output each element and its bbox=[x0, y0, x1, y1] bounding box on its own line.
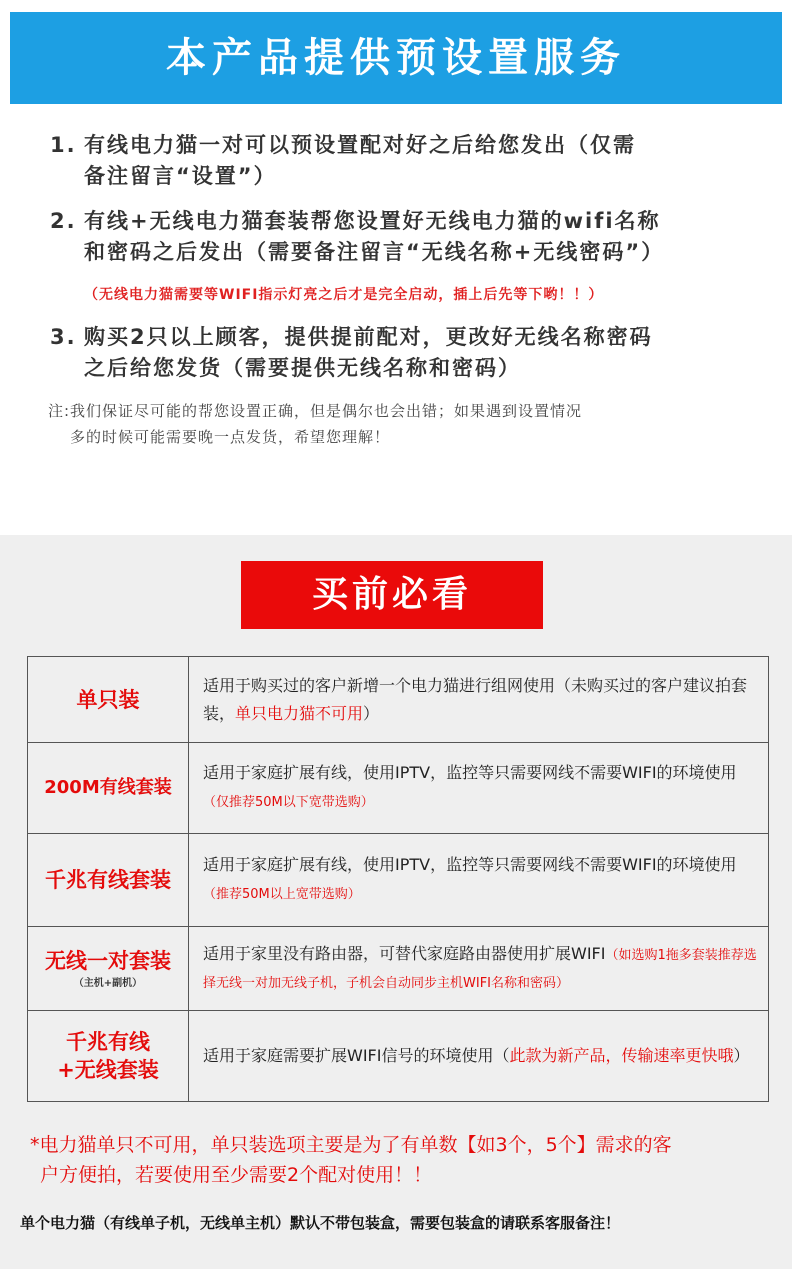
single-unit-warning bbox=[30, 1130, 775, 1190]
table-row bbox=[28, 657, 769, 743]
banner-title: 本产品提供预设置服务 bbox=[10, 12, 782, 104]
desc-text: 适用于家庭扩展有线，使用IPTV，监控等只需要网线不需要WIFI的环境使用 bbox=[203, 763, 737, 782]
note-line: 注:我们保证尽可能的帮您设置正确，但是偶尔也会出错；如果遇到设置情况 bbox=[48, 402, 583, 420]
service-line: 和密码之后发出（需要备注留言“无线名称+无线密码”） bbox=[84, 240, 665, 264]
option-name: 无线一对套装 bbox=[45, 948, 171, 973]
options-table bbox=[27, 656, 769, 1102]
desc-highlight: （仅推荐50M以下宽带选购） bbox=[203, 795, 374, 810]
table-row bbox=[28, 743, 769, 834]
desc-end: ） bbox=[363, 703, 380, 723]
table-row bbox=[28, 834, 769, 927]
table-row bbox=[28, 1011, 769, 1102]
desc-highlight: 单只电力猫不可用 bbox=[235, 703, 364, 723]
option-desc bbox=[189, 657, 769, 743]
service-line: 备注留言“设置”） bbox=[84, 164, 277, 188]
desc-text: 适用于家庭扩展有线，使用IPTV，监控等只需要网线不需要WIFI的环境使用 bbox=[203, 855, 737, 874]
packaging-note: 单个电力猫（有线单子机，无线单主机）默认不带包装盒，需要包装盒的请联系客服备注！ bbox=[20, 1214, 621, 1232]
warning-line: 户方便拍，若要使用至少需要2个配对使用！！ bbox=[40, 1164, 433, 1186]
service-num: 3. bbox=[50, 325, 77, 349]
wifi-warning: （无线电力猫需要等WIFI指示灯亮之后才是完全启动，插上后先等下哟！！） bbox=[84, 287, 604, 303]
service-line: 购买2只以上顾客，提供提前配对，更改好无线名称密码 bbox=[84, 325, 653, 349]
service-item-1 bbox=[50, 130, 770, 192]
desc-text: 适用于购买过的客户新增一个电力猫进行组网使用（未购买过的客户建议拍套装， bbox=[203, 675, 748, 723]
option-desc bbox=[189, 834, 769, 927]
option-name-cell bbox=[28, 927, 189, 1011]
option-name: 200M有线套装 bbox=[28, 743, 189, 834]
option-name: +无线套装 bbox=[57, 1058, 159, 1082]
desc-text: 适用于家里没有路由器，可替代家庭路由器使用扩展WIFI bbox=[203, 943, 606, 963]
option-desc bbox=[189, 743, 769, 834]
option-desc bbox=[189, 1011, 769, 1102]
note-line: 多的时候可能需要晚一点发货，希望您理解！ bbox=[70, 428, 391, 446]
desc-highlight: （如选购1拖多套装推荐选择无线一对加无线子机，子机会自动同步主机WIFI名称和密码） bbox=[203, 947, 757, 991]
desc-highlight: （推荐50M以上宽带选购） bbox=[203, 887, 361, 902]
service-line: 有线电力猫一对可以预设置配对好之后给您发出（仅需 bbox=[84, 133, 636, 157]
service-item-2 bbox=[50, 206, 770, 268]
option-desc bbox=[189, 927, 769, 1011]
service-num: 1. bbox=[50, 133, 77, 157]
desc-end: ） bbox=[733, 1046, 750, 1065]
service-num: 2. bbox=[50, 209, 77, 233]
service-line: 之后给您发货（需要提供无线名称和密码） bbox=[84, 356, 521, 380]
option-name: 单只装 bbox=[28, 657, 189, 743]
desc-text: 适用于家庭需要扩展WIFI信号的环境使用（ bbox=[203, 1046, 510, 1065]
option-name: 千兆有线套装 bbox=[28, 834, 189, 927]
service-note bbox=[48, 398, 768, 450]
option-name: 千兆有线 bbox=[66, 1030, 150, 1054]
service-item-3 bbox=[50, 322, 770, 384]
option-name-cell bbox=[28, 1011, 189, 1102]
table-row bbox=[28, 927, 769, 1011]
must-read-title: 买前必看 bbox=[241, 561, 543, 629]
option-sub: （主机+副机） bbox=[73, 977, 143, 989]
service-line: 有线+无线电力猫套装帮您设置好无线电力猫的wifi名称 bbox=[84, 209, 661, 233]
desc-highlight: 此款为新产品，传输速率更快哦 bbox=[509, 1046, 734, 1065]
warning-line: *电力猫单只不可用，单只装选项主要是为了有单数【如3个，5个】需求的客 bbox=[30, 1134, 672, 1156]
